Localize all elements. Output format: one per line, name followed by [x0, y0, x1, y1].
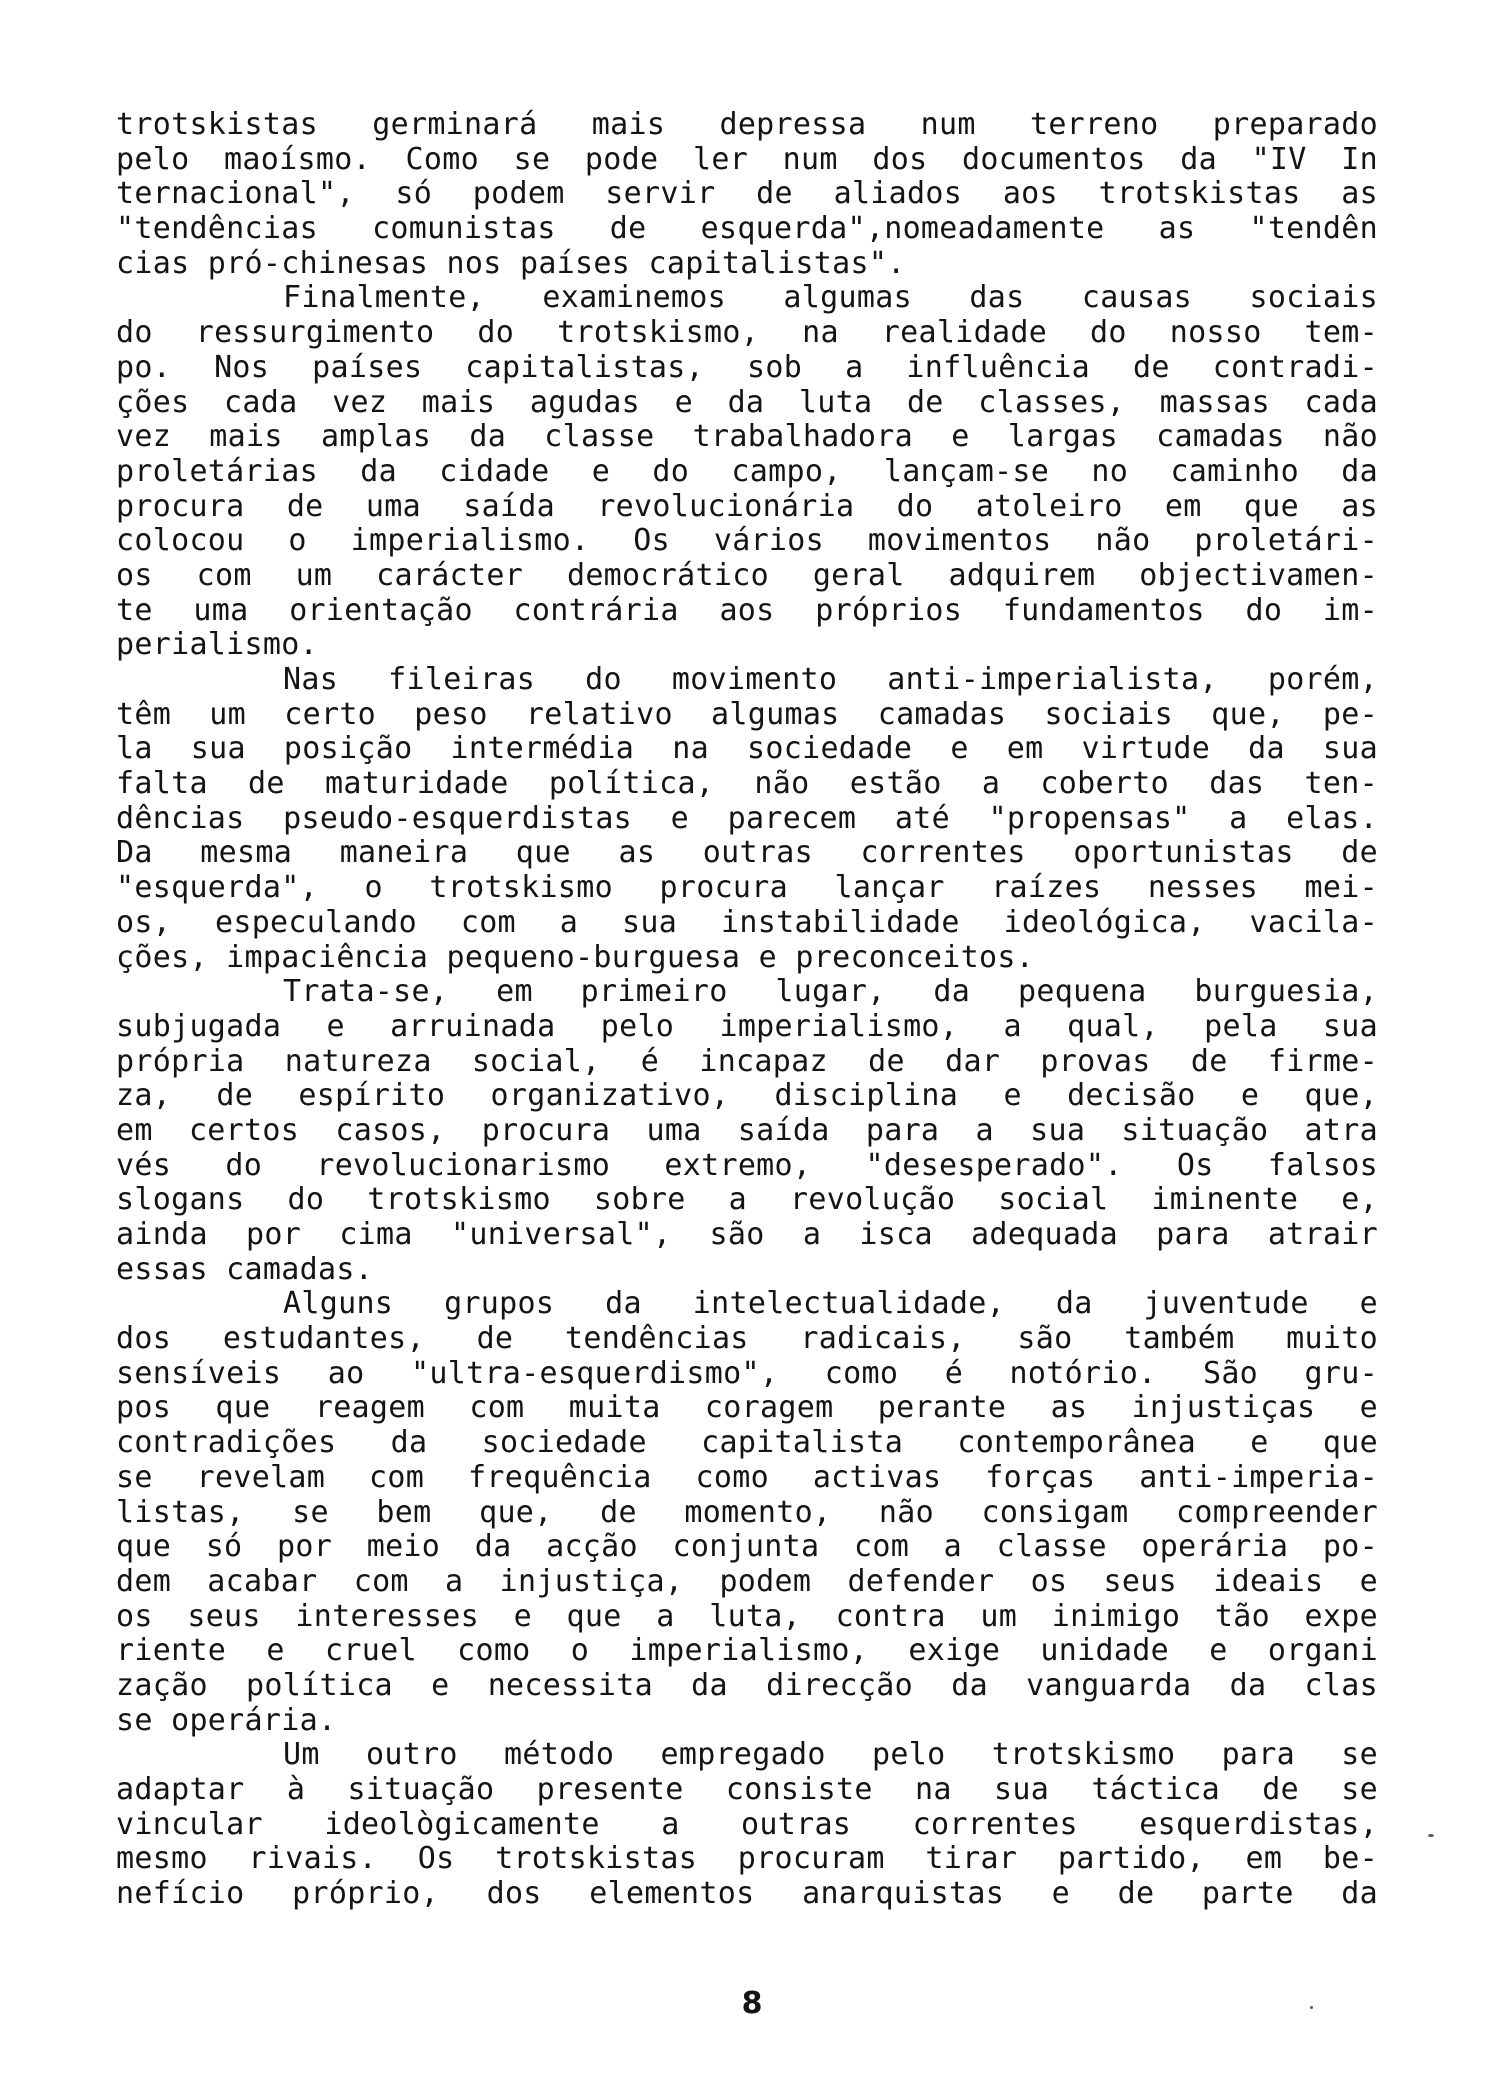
text-line: têm um certo peso relativo algumas camadas sociais que, pe-: [116, 696, 1378, 732]
text-line: procura de uma saída revolucionária do atoleiro em que as: [116, 488, 1378, 524]
text-line: Finalmente, examinemos algumas das causas sociais: [283, 280, 1378, 316]
text-line: pelo maoísmo. Como se pode ler num dos documentos da "IV In: [116, 141, 1378, 177]
text-line: se operária.: [116, 1702, 337, 1738]
body-text: [116, 108, 1378, 1912]
text-line: se revelam com frequência como activas forças anti-imperia-: [116, 1459, 1378, 1495]
text-line: os seus interesses e que a luta, contra um inimigo tão expe: [116, 1598, 1378, 1634]
text-line: mesmo rivais. Os trotskistas procuram tirar partido, em be-: [116, 1841, 1378, 1877]
text-line: trotskistas germinará mais depressa num terreno preparado: [116, 107, 1378, 142]
text-line: perialismo.: [116, 627, 318, 663]
text-line: falta de maturidade política, não estão a coberto das ten-: [116, 766, 1378, 802]
text-line: do ressurgimento do trotskismo, na realidade do nosso tem-: [116, 315, 1378, 351]
text-line: Alguns grupos da intelectualidade, da juventude e: [283, 1286, 1378, 1322]
text-line: listas, se bem que, de momento, não consigam compreender: [116, 1494, 1378, 1530]
text-line: colocou o imperialismo. Os vários movimentos não proletári-: [116, 523, 1378, 559]
text-line: dências pseudo-esquerdistas e parecem até "propensas" a elas.: [116, 800, 1378, 836]
text-line: que só por meio da acção conjunta com a classe operária po-: [116, 1529, 1378, 1565]
text-line: própria natureza social, é incapaz de dar provas de firme-: [116, 1043, 1378, 1079]
text-line: nefício próprio, dos elementos anarquistas e de parte da: [116, 1876, 1378, 1912]
text-line: sensíveis ao "ultra-esquerdismo", como é notório. São gru-: [116, 1355, 1378, 1391]
text-line: em certos casos, procura uma saída para a sua situação atra: [116, 1112, 1378, 1148]
text-line: contradições da sociedade capitalista contemporânea e que: [116, 1425, 1378, 1461]
text-line: os com um carácter democrático geral adquirem objectivamen-: [116, 557, 1378, 593]
text-line: "esquerda", o trotskismo procura lançar raízes nesses mei-: [116, 870, 1378, 906]
text-line: vés do revolucionarismo extremo, "desesperado". Os falsos: [116, 1147, 1378, 1183]
text-line: ções, impaciência pequeno-burguesa e preconceitos.: [116, 939, 1035, 975]
text-line: os, especulando com a sua instabilidade ideológica, vacila-: [116, 904, 1378, 940]
text-line: dem acabar com a injustiça, podem defender os seus ideais e: [116, 1563, 1378, 1599]
text-line: Um outro método empregado pelo trotskismo para se: [283, 1737, 1378, 1773]
text-line: po. Nos países capitalistas, sob a influência de contradi-: [116, 349, 1378, 385]
text-line: za, de espírito organizativo, disciplina e decisão e que,: [116, 1078, 1378, 1114]
text-line: la sua posição intermédia na sociedade e em virtude da sua: [116, 731, 1378, 767]
text-line: adaptar à situação presente consiste na sua táctica de se: [116, 1772, 1378, 1807]
text-line: Nas fileiras do movimento anti-imperialista, porém,: [283, 662, 1378, 697]
text-line: ainda por cima "universal", são a isca adequada para atrair: [116, 1217, 1378, 1252]
text-line: "tendências comunistas de esquerda",nomeadamente as "tendên: [116, 211, 1378, 247]
text-line: vez mais amplas da classe trabalhadora e largas camadas não: [116, 419, 1378, 455]
page-number: 8: [741, 1986, 763, 2021]
text-line: te uma orientação contrária aos próprios fundamentos do im-: [116, 592, 1378, 628]
text-line: subjugada e arruinada pelo imperialismo, a qual, pela sua: [116, 1008, 1378, 1044]
text-line: Trata-se, em primeiro lugar, da pequena burguesia,: [283, 974, 1378, 1010]
text-line: zação política e necessita da direcção da vanguarda da clas: [116, 1667, 1378, 1703]
text-line: dos estudantes, de tendências radicais, são também muito: [116, 1321, 1378, 1357]
text-line: essas camadas.: [116, 1251, 374, 1287]
text-line: cias pró-chinesas nos países capitalistas".: [116, 245, 906, 281]
text-line: vincular ideològicamente a outras correntes esquerdistas,: [116, 1806, 1378, 1842]
text-line: pos que reagem com muita coragem perante as injustiças e: [116, 1390, 1378, 1426]
scan-speck: [1428, 1834, 1434, 1837]
text-line: Da mesma maneira que as outras correntes oportunistas de: [116, 835, 1378, 871]
text-line: proletárias da cidade e do campo, lançam-se no caminho da: [116, 453, 1378, 489]
text-line: ções cada vez mais agudas e da luta de classes, massas cada: [116, 384, 1378, 420]
text-line: riente e cruel como o imperialismo, exige unidade e organi: [116, 1633, 1378, 1669]
text-line: slogans do trotskismo sobre a revolução social iminente e,: [116, 1182, 1378, 1218]
scan-speck: [1310, 2006, 1313, 2009]
text-line: ternacional", só podem servir de aliados aos trotskistas as: [116, 176, 1378, 212]
